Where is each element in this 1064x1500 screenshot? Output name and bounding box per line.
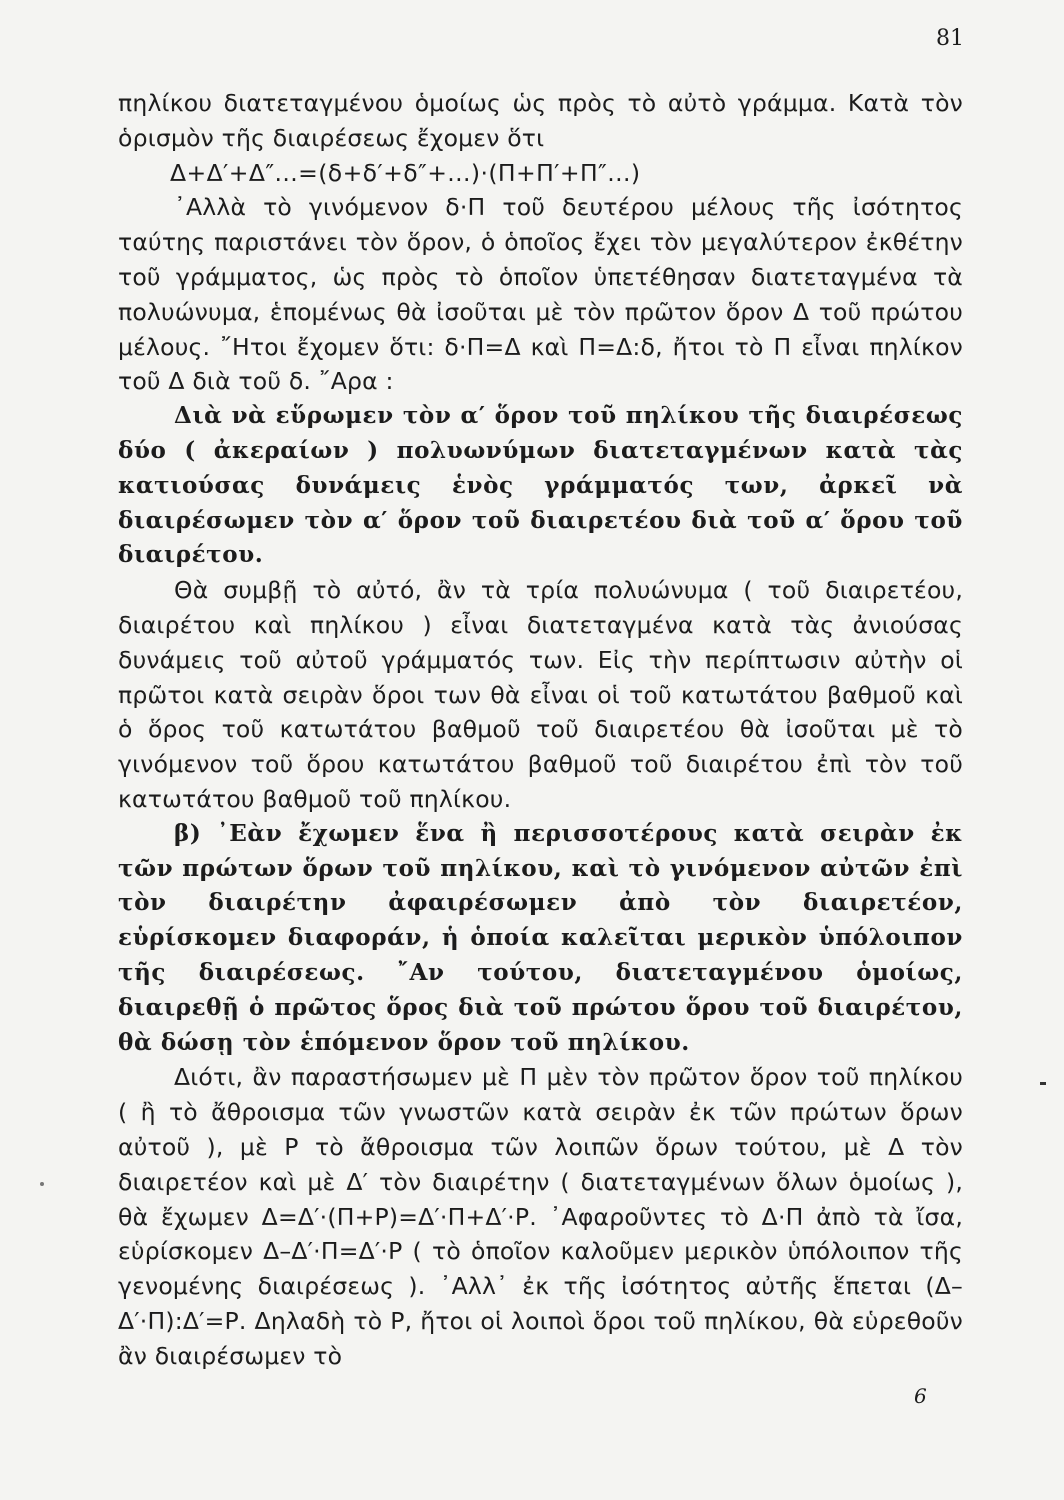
- paragraph-2: ᾿Αλλὰ τὸ γινόμενον δ·Π τοῦ δευτέρου μέλους τῆς ἰσότητος ταύτης παριστάνει τὸν ὅρον, ὁ ὁποῖος ἔχει τὸν μεγαλύτερον ἐκθέτην τοῦ γράμματος, ὡς πρὸς τὸ ὁποῖον ὑπετέθησαν διατεταγμένα τὰ πολυώνυμα, ἑπομένως θὰ ἰσοῦται μὲ τὸν πρῶτον ὅρον Δ τοῦ πρώτου μέλους. ῎Ητοι ἔχομεν ὅτι: δ·Π=Δ καὶ Π=Δ:δ, ἤτοι τὸ Π εἶναι πηλίκον τοῦ Δ διὰ τοῦ δ. ῎Αρα :: [118, 193, 963, 396]
- margin-speck: [40, 1182, 44, 1186]
- signature-mark: 6: [914, 1384, 927, 1408]
- margin-mark: [1040, 1082, 1046, 1085]
- body-text: [118, 86, 963, 1373]
- rule-statement-1: Διὰ νὰ εὕρωμεν τὸν α′ ὅρον τοῦ πηλίκου τῆς διαιρέσεως δύο ( ἀκεραίων ) πολυωνύμων διατεταγμένων κατὰ τὰς κατιούσας δυνάμεις ἑνὸς γράμματός των, ἀρκεῖ νὰ διαιρέσωμεν τὸν α′ ὅρον τοῦ διαιρετέου διὰ τοῦ α′ ὅρου τοῦ διαιρέτου.: [118, 402, 963, 569]
- page-number: 81: [936, 26, 964, 51]
- paragraph-4: Διότι, ἂν παραστήσωμεν μὲ Π μὲν τὸν πρῶτον ὅρον τοῦ πηλίκου ( ἢ τὸ ἄθροισμα τῶν γνωστῶν κατὰ σειρὰν ἐκ τῶν πρώτων ὅρων αὐτοῦ ), μὲ Ρ τὸ ἄθροισμα τῶν λοιπῶν ὅρων τούτου, μὲ Δ τὸν διαιρετέον καὶ μὲ Δ′ τὸν διαιρέτην ( διατεταγμένων ὅλων ὁμοίως ), θὰ ἔχωμεν Δ=Δ′·(Π+Ρ)=Δ′·Π+Δ′·Ρ. ᾿Αφαροῦντες τὸ Δ·Π ἀπὸ τὰ ἴσα, εὑρίσκομεν Δ–Δ′·Π=Δ′·Ρ ( τὸ ὁποῖον καλοῦμεν μερικὸν ὑπόλοιπον τῆς γενομένης διαιρέσεως ). ᾿Αλλ᾿ ἐκ τῆς ἰσότητος αὐτῆς ἕπεται (Δ–Δ′·Π):Δ′=Ρ. Δηλαδὴ τὸ Ρ, ἤτοι οἱ λοιποὶ ὅροι τοῦ πηλίκου, θὰ εὑρεθοῦν ἂν διαιρέσωμεν τὸ: [118, 1063, 963, 1370]
- rule-statement-2: β) ᾿Εὰν ἔχωμεν ἕνα ἢ περισσοτέρους κατὰ σειρὰν ἐκ τῶν πρώτων ὅρων τοῦ πηλίκου, καὶ τὸ γινόμενον αὐτῶν ἐπὶ τὸν διαιρέτην ἀφαιρέσωμεν ἀπὸ τὸν διαιρετέον, εὑρίσκομεν διαφοράν, ἡ ὁποία καλεῖται μερικὸν ὑπόλοιπον τῆς διαιρέσεως. ῎Αν τούτου, διατεταγμένου ὁμοίως, διαιρεθῇ ὁ πρῶτος ὅρος διὰ τοῦ πρώτου ὅρου τοῦ διαιρέτου, θὰ δώσῃ τὸν ἑπόμενον ὅρον τοῦ πηλίκου.: [118, 819, 963, 1056]
- formula-line: Δ+Δ′+Δ″...=(δ+δ′+δ″+...)·(Π+Π′+Π″...): [170, 158, 641, 187]
- paragraph-1: πηλίκου διατεταγμένου ὁμοίως ὡς πρὸς τὸ αὐτὸ γράμμα. Κατὰ τὸν ὁρισμὸν τῆς διαιρέσεως ἔχομεν ὅτι: [118, 89, 963, 152]
- paragraph-3: Θὰ συμβῇ τὸ αὐτό, ἂν τὰ τρία πολυώνυμα ( τοῦ διαιρετέου, διαιρέτου καὶ πηλίκου ) εἶναι διατεταγμένα κατὰ τὰς ἀνιούσας δυνάμεις τοῦ αὐτοῦ γράμματός των. Εἰς τὴν περίπτωσιν αὐτὴν οἱ πρῶτοι κατὰ σειρὰν ὅροι των θὰ εἶναι οἱ τοῦ κατωτάτου βαθμοῦ καὶ ὁ ὅρος τοῦ κατωτάτου βαθμοῦ τοῦ διαιρετέου θὰ ἰσοῦται μὲ τὸ γινόμενον τοῦ ὅρου κατωτάτου βαθμοῦ τοῦ διαιρέτου ἐπὶ τὸν τοῦ κατωτάτου βαθμοῦ τοῦ πηλίκου.: [118, 576, 963, 813]
